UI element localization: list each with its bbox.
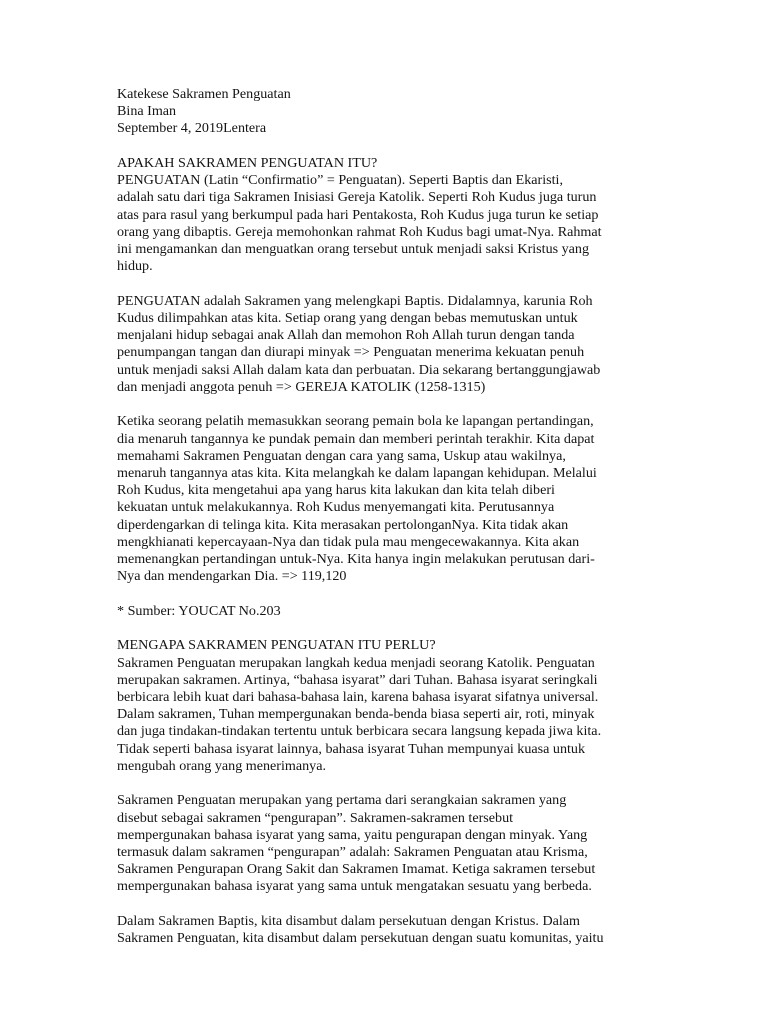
text-line: dan juga tindakan-tindakan tertentu untuk berbicara secara langsung kepada jiwa kita. [117,723,602,740]
text-line: dia menaruh tangannya ke pundak pemain dan memberi perintah terakhir. Kita dapat [117,430,595,447]
text-line: Nya dan mendengarkan Dia. => 119,120 [117,568,347,585]
text-line: orang yang dibaptis. Gereja memohonkan rahmat Roh Kudus bagi umat-Nya. Rahmat [117,223,602,240]
text-line: memenangkan pertandingan untuk-Nya. Kita hanya ingin melakukan perutusan dari- [117,551,595,568]
text-line: Sakramen Penguatan merupakan yang pertama dari serangkaian sakramen yang [117,792,567,809]
text-line: kekuatan untuk melakukannya. Roh Kudus menyemangati kita. Perutusannya [117,499,555,516]
text-line: hidup. [117,258,153,275]
text-line: menaruh tangannya atas kita. Kita melangkah ke dalam lapangan kehidupan. Melalui [117,465,597,482]
document-title: Katekese Sakramen Penguatan [117,86,291,102]
document-page [117,86,677,947]
text-line: mengkhianati kepercayaan-Nya dan tidak pula mau mengecewakannya. Kita akan [117,533,580,550]
paragraph-penguatan [117,293,677,396]
source-citation: * Sumber: YOUCAT No.203 [117,602,281,619]
text-line: termasuk dalam sakramen “pengurapan” adalah: Sakramen Penguatan atau Krisma, [117,844,588,861]
text-line: menjalani hidup sebagai anak Allah dan memohon Roh Allah turun dengan tanda [117,327,575,344]
text-line: Sakramen Pengurapan Orang Sakit dan Sakramen Imamat. Ketiga sakramen tersebut [117,861,596,878]
text-line: Sakramen Penguatan, kita disambut dalam persekutuan dengan suatu komunitas, yaitu [117,930,604,947]
document-date-source: September 4, 2019Lentera [117,120,267,137]
section-heading: MENGAPA SAKRAMEN PENGUATAN ITU PERLU? [117,637,436,654]
document-category: Bina Iman [117,103,177,120]
text-line: Roh Kudus, kita mengetahui apa yang harus kita lakukan dan kita telah diberi [117,482,555,499]
text-line: disebut sebagai sakramen “pengurapan”. Sakramen-sakramen tersebut [117,809,514,826]
text-line: Kudus dilimpahkan atas kita. Setiap orang yang dengan bebas memutuskan untuk [117,310,578,327]
text-line: PENGUATAN adalah Sakramen yang melengkapi Baptis. Didalamnya, karunia Roh [117,292,593,309]
paragraph-baptis [117,913,677,947]
text-line: Dalam sakramen, Tuhan mempergunakan benda-benda biasa seperti air, roti, minyak [117,706,595,723]
text-line: berbicara lebih kuat dari bahasa-bahasa lain, karena bahasa isyarat sifatnya universal. [117,689,599,706]
text-line: mempergunakan bahasa isyarat yang sama untuk mengatakan sesuatu yang berbeda. [117,878,592,895]
section-heading: APAKAH SAKRAMEN PENGUATAN ITU? [117,155,378,171]
section-apakah [117,155,677,275]
paragraph-pengurapan [117,792,677,895]
text-line: PENGUATAN (Latin “Confirmatio” = Penguatan). Seperti Baptis dan Ekaristi, [117,172,563,189]
text-line: adalah satu dari tiga Sakramen Inisiasi Gereja Katolik. Seperti Roh Kudus juga turun [117,189,597,206]
text-line: Ketika seorang pelatih memasukkan seorang pemain bola ke lapangan pertandingan, [117,413,594,430]
text-line: diperdengarkan di telinga kita. Kita merasakan pertolonganNya. Kita tidak akan [117,516,569,533]
text-line: penumpangan tangan dan diurapi minyak => Penguatan menerima kekuatan penuh [117,344,585,361]
text-line: memahami Sakramen Penguatan dengan cara yang sama, Uskup atau wakilnya, [117,447,566,464]
section-mengapa [117,637,677,775]
text-line: Tidak seperti bahasa isyarat lainnya, bahasa isyarat Tuhan mempunyai kuasa untuk [117,740,585,757]
text-line: Sakramen Penguatan merupakan langkah kedua menjadi seorang Katolik. Penguatan [117,654,595,671]
text-line: mengubah orang yang menerimanya. [117,757,326,774]
text-line: dan menjadi anggota penuh => GEREJA KATOLIK (1258-1315) [117,378,486,395]
text-line: mempergunakan bahasa isyarat yang sama, yaitu pengurapan dengan minyak. Yang [117,826,588,843]
text-line: atas para rasul yang berkumpul pada hari Pentakosta, Roh Kudus juga turun ke setiap [117,206,599,223]
text-line: untuk menjadi saksi Allah dalam kata dan perbuatan. Dia sekarang bertanggungjawab [117,361,601,378]
document-header [117,86,677,138]
paragraph-pelatih [117,413,677,585]
text-line: Dalam Sakramen Baptis, kita disambut dalam persekutuan dengan Kristus. Dalam [117,913,581,930]
text-line: merupakan sakramen. Artinya, “bahasa isyarat” dari Tuhan. Bahasa isyarat seringkali [117,671,598,688]
source-note [117,603,677,620]
text-line: ini mengamankan dan menguatkan orang tersebut untuk menjadi saksi Kristus yang [117,241,590,258]
